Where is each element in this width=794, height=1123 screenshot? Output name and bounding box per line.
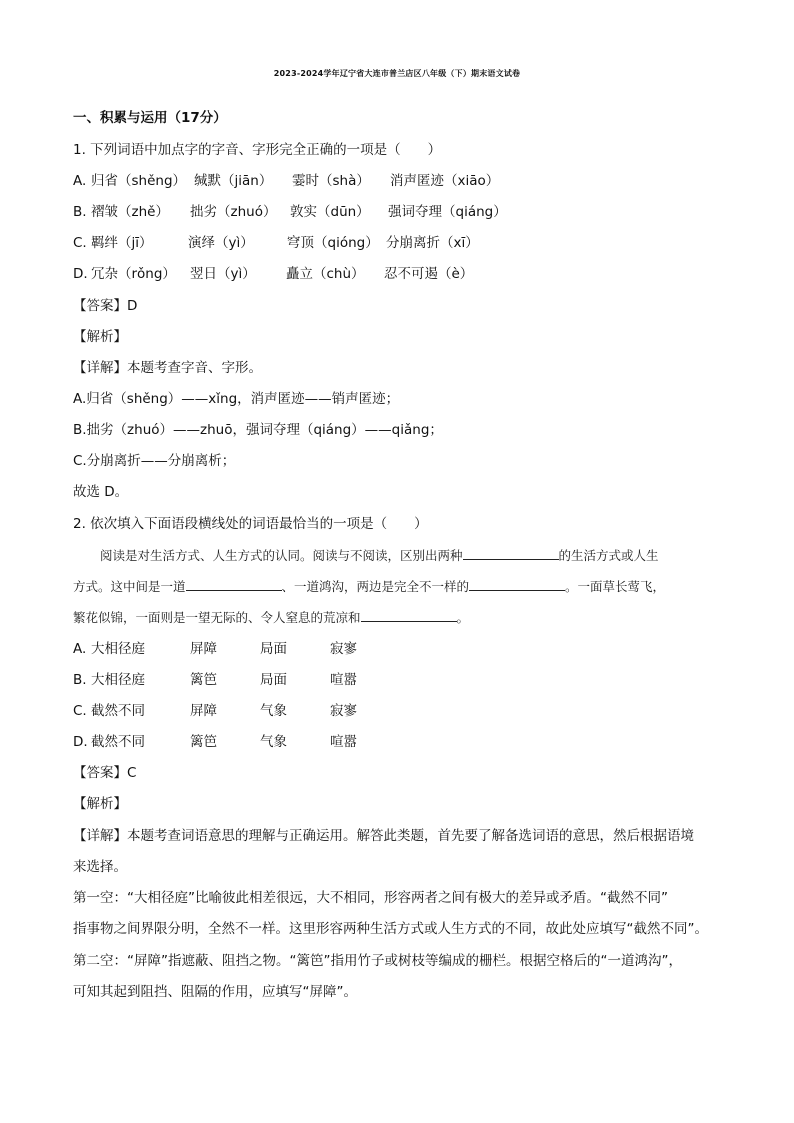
- option-item: 屏障: [190, 703, 217, 719]
- option-item: 大相径庭: [91, 641, 145, 657]
- passage-text: 、一道鸿沟，两边是完全不一样的: [281, 579, 470, 594]
- passage-text: 。一面草长莺飞，: [565, 579, 666, 594]
- fill-blank-3: [469, 576, 565, 591]
- q1-stem: 1. 下列词语中加点字的字音、字形完全正确的一项是（ ）: [73, 142, 442, 158]
- option-item: 分崩离折（xī）: [386, 235, 479, 251]
- option-label: D.: [73, 266, 88, 282]
- q1-analysis-label: 【解析】: [73, 329, 127, 345]
- option-label: D.: [73, 734, 88, 750]
- option-item: 褶皱（zhě）: [91, 204, 169, 220]
- option-item: 消声匿迹（xiāo）: [390, 173, 500, 189]
- option-item: 局面: [260, 672, 287, 688]
- q2-blank2-line-1: 第二空：“屏障”指遮蔽、阻挡之物。“篱笆”指用竹子或树枝等编成的栅栏。根据空格后的“一道鸿沟”，: [73, 953, 682, 969]
- option-item: 忍不可遏（è）: [384, 266, 474, 282]
- q2-passage-line-3: [73, 607, 469, 628]
- option-item: 寂寥: [330, 641, 357, 657]
- q2-blank1-line-1: 第一空：“大相径庭”比喻彼此相差很远，大不相同，形容两者之间有极大的差异或矛盾。“截然不同”: [73, 890, 668, 906]
- option-label: C.: [73, 235, 87, 251]
- page-title: 2023-2024学年辽宁省大连市普兰店区八年级（下）期末语文试卷: [273, 69, 521, 78]
- option-item: 敦实（dūn）: [290, 204, 370, 220]
- option-item: 矗立（chù）: [286, 266, 365, 282]
- option-item: 篱笆: [190, 734, 217, 750]
- q2-passage-line-2: [73, 576, 665, 597]
- option-item: 强词夺理（qiáng）: [388, 204, 507, 220]
- option-item: 拙劣（zhuó）: [190, 204, 277, 220]
- option-item: 局面: [260, 641, 287, 657]
- option-label: C.: [73, 703, 87, 719]
- passage-text: 方式。这中间是一道: [73, 579, 186, 594]
- option-label: A.: [73, 173, 87, 189]
- passage-text: 。: [456, 610, 470, 625]
- passage-text: 繁花似锦，一面则是一望无际的、令人窒息的荒凉和: [73, 610, 361, 625]
- q1-detail: 【详解】本题考查字音、字形。: [73, 360, 262, 376]
- option-item: 缄默（jiān）: [194, 173, 273, 189]
- option-item: 气象: [260, 703, 287, 719]
- q1-analysis-line-b: B.拙劣（zhuó）——zhuō，强词夺理（qiáng）——qiǎng；: [73, 422, 443, 438]
- q2-detail-line-1: 【详解】本题考查词语意思的理解与正确运用。解答此类题，首先要了解备选词语的意思，然后根据语境: [73, 828, 694, 844]
- option-item: 寂寥: [330, 703, 357, 719]
- passage-text: 的生活方式或人生: [558, 548, 659, 563]
- q2-passage-line-1: [100, 545, 659, 566]
- q1-answer: 【答案】D: [73, 298, 138, 314]
- option-label: B.: [73, 204, 87, 220]
- option-item: 截然不同: [91, 703, 145, 719]
- option-item: 霎时（shà）: [292, 173, 370, 189]
- q1-analysis-line-c: C.分崩离折——分崩离析；: [73, 453, 236, 469]
- q2-analysis-label: 【解析】: [73, 796, 127, 812]
- option-label: B.: [73, 672, 87, 688]
- q2-blank1-line-2: 指事物之间界限分明，全然不一样。这里形容两种生活方式或人生方式的不同，故此处应填写“截然不同”。: [73, 921, 708, 937]
- q1-analysis-line-a: A.归省（shěng）——xǐng，消声匿迹——销声匿迹；: [73, 391, 400, 407]
- q2-blank2-line-2: 可知其起到阻挡、阻隔的作用，应填写“屏障”。: [73, 984, 357, 1000]
- q2-detail-line-2: 来选择。: [73, 859, 127, 875]
- option-item: 归省（shěng）: [91, 173, 187, 189]
- option-item: 截然不同: [91, 734, 145, 750]
- q2-answer: 【答案】C: [73, 765, 137, 781]
- fill-blank-1: [463, 545, 559, 560]
- option-item: 穹顶（qióng）: [287, 235, 379, 251]
- fill-blank-4: [361, 607, 457, 622]
- option-item: 大相径庭: [91, 672, 145, 688]
- q1-conclusion: 故选 D。: [73, 484, 129, 500]
- passage-text: 阅读是对生活方式、人生方式的认同。阅读与不阅读，区别出两种: [100, 548, 463, 563]
- option-item: 冗杂（rǒng）: [91, 266, 176, 282]
- option-item: 翌日（yì）: [190, 266, 256, 282]
- option-item: 气象: [260, 734, 287, 750]
- q2-stem: 2. 依次填入下面语段横线处的词语最恰当的一项是（ ）: [73, 516, 428, 532]
- option-item: 羁绊（jī）: [91, 235, 153, 251]
- option-item: 屏障: [190, 641, 217, 657]
- option-item: 篱笆: [190, 672, 217, 688]
- option-item: 喧嚣: [330, 672, 357, 688]
- option-item: 喧嚣: [330, 734, 357, 750]
- option-label: A.: [73, 641, 87, 657]
- fill-blank-2: [186, 576, 282, 591]
- option-item: 演绎（yì）: [188, 235, 254, 251]
- section-heading: 一、积累与运用（17分）: [73, 110, 227, 126]
